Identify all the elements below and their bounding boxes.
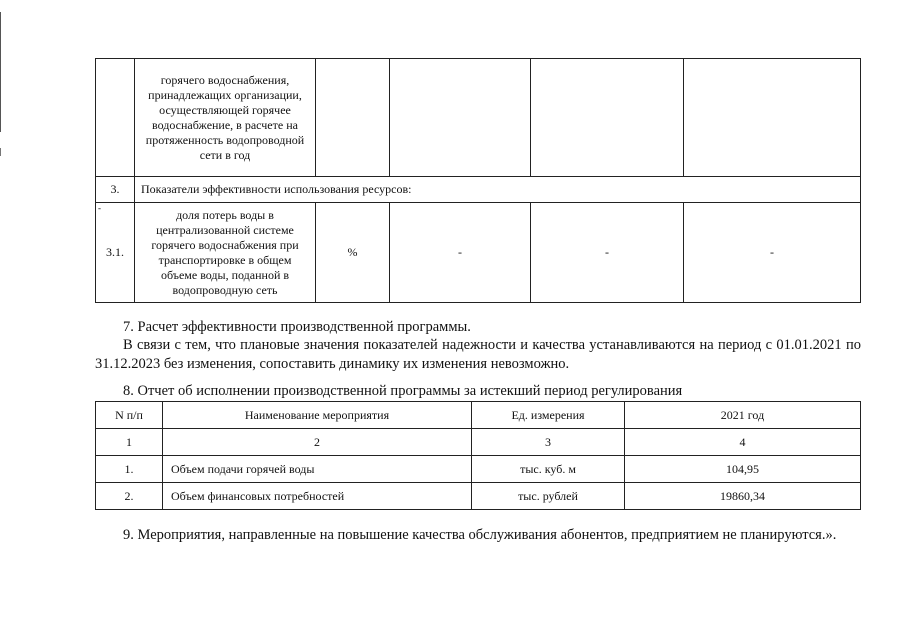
cell-description: доля потерь воды в централизованной системе горячего водоснабжения при транспортировке в общем объеме воды, поданной в водопроводную сеть xyxy=(135,203,316,303)
table-row xyxy=(96,456,861,483)
cell-description: горячего водоснабжения, принадлежащих организации, осуществляющей горячее водоснабжение, в расчете на протяженность водопроводной сети в год xyxy=(135,59,316,177)
header-num: N п/п xyxy=(96,402,163,429)
section-7-body: В связи с тем, что плановые значения показателей надежности и качества устанавливаются на период с 01.01.2021 по 31.12.2023 без изменения, сопоставить динамику их изменения невозможно. xyxy=(95,337,861,372)
row-num: 2. xyxy=(96,483,163,510)
index-cell: 4 xyxy=(625,429,861,456)
cell-value-empty xyxy=(684,59,861,177)
cell-value-empty xyxy=(390,59,531,177)
report-table xyxy=(95,401,861,510)
indicators-table xyxy=(95,58,861,303)
row-name: Объем финансовых потребностей xyxy=(163,483,472,510)
table-row xyxy=(96,59,861,177)
scan-edge-line xyxy=(0,12,1,132)
cell-value-empty xyxy=(531,59,684,177)
row-value: 104,95 xyxy=(625,456,861,483)
row-name: Объем подачи горячей воды xyxy=(163,456,472,483)
cell-section-title: Показатели эффективности использования ресурсов: xyxy=(135,177,861,203)
header-unit: Ед. измерения xyxy=(472,402,625,429)
row-num: 1. xyxy=(96,456,163,483)
section-9-text: 9. Мероприятия, направленные на повышение качества обслуживания абонентов, предприятием не планируются.». xyxy=(123,527,837,543)
table-row xyxy=(96,203,861,303)
section-7-heading: 7. Расчет эффективности производственной программы. xyxy=(123,319,471,335)
cell-unit-empty xyxy=(316,59,390,177)
tick-mark: - xyxy=(98,203,101,213)
cell-unit: % xyxy=(316,203,390,303)
row-value: 19860,34 xyxy=(625,483,861,510)
row-unit: тыс. куб. м xyxy=(472,456,625,483)
table-index-row xyxy=(96,429,861,456)
header-year: 2021 год xyxy=(625,402,861,429)
cell-value: - xyxy=(531,203,684,303)
index-cell: 3 xyxy=(472,429,625,456)
cell-value: - xyxy=(390,203,531,303)
table-row xyxy=(96,483,861,510)
header-name: Наименование мероприятия xyxy=(163,402,472,429)
row-number: 3.1. xyxy=(106,245,124,259)
cell-num xyxy=(96,203,135,303)
index-cell: 2 xyxy=(163,429,472,456)
index-cell: 1 xyxy=(96,429,163,456)
cell-num-empty xyxy=(96,59,135,177)
cell-num: 3. xyxy=(96,177,135,203)
scan-edge-mark xyxy=(0,148,1,156)
table-header-row xyxy=(96,402,861,429)
cell-value: - xyxy=(684,203,861,303)
row-unit: тыс. рублей xyxy=(472,483,625,510)
table-row xyxy=(96,177,861,203)
section-8-heading: 8. Отчет об исполнении производственной программы за истекший период регулирования xyxy=(123,383,683,399)
